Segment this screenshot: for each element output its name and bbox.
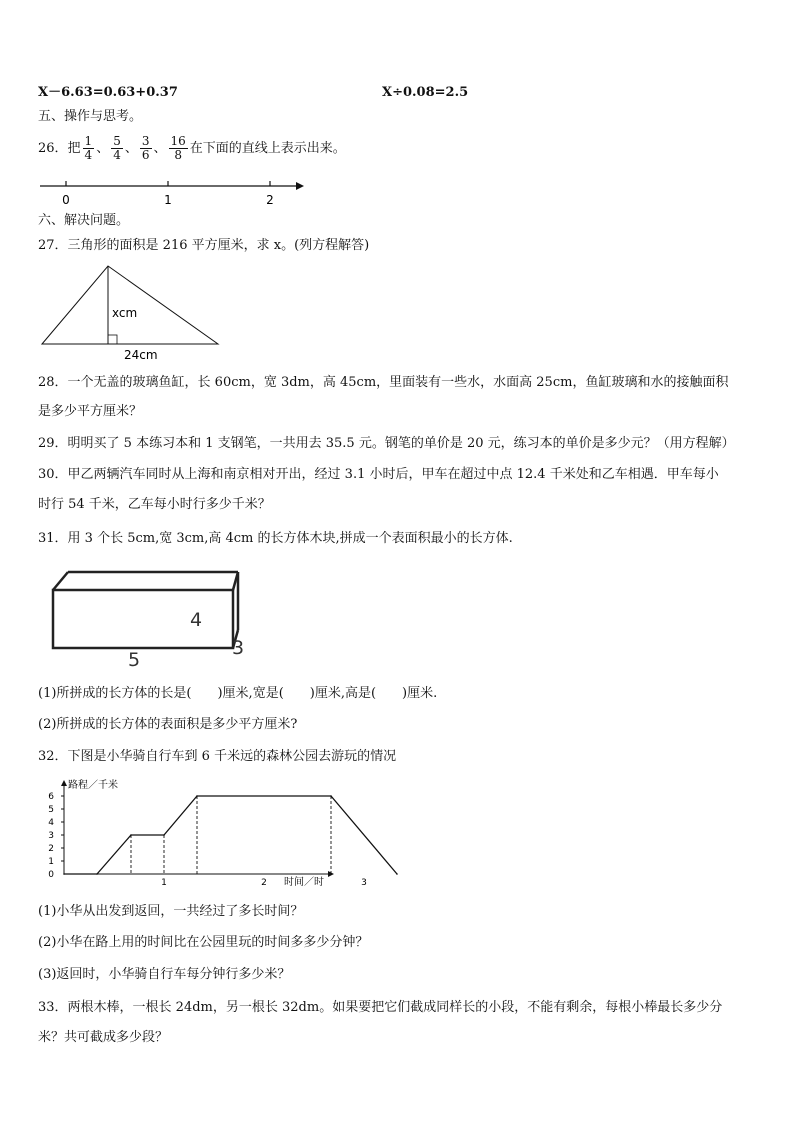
height-label-4: 4 [190, 609, 203, 631]
question-27: 27．三角形的面积是 216 平方厘米，求 x。(列方程解答) [38, 238, 370, 253]
y-tick-label: 2 [48, 844, 54, 854]
question-32: 32．下图是小华骑自行车到 6 千米远的森林公园去游玩的情况 [38, 749, 397, 764]
x-tick-label: 2 [261, 878, 267, 888]
height-label: xcm [112, 306, 138, 320]
fraction-16-8: $\frac{16}{8}$ [170, 134, 186, 162]
q26-suffix: 在下面的直线上表示出来。 [189, 141, 346, 156]
question-28-line-1: 28．一个无盖的玻璃鱼缸，长 60cm，宽 3dm，高 45cm，里面装有一些水，水面高 25cm，鱼缸玻璃和水的接触面积 [38, 375, 729, 390]
fraction-5-4: $\frac{5}{4}$ [113, 134, 121, 162]
triangle-figure [38, 262, 228, 364]
question-30-line-2: 时行 54 千米，乙车每小时行多少千米？ [38, 497, 271, 512]
question-33-line-2: 米？共可截成多少段？ [38, 1030, 169, 1045]
question-29: 29．明明买了 5 本练习本和 1 支钢笔，一共用去 35.5 元。钢笔的单价是 20 元，练习本的单价是多少元？（用方程解） [38, 436, 735, 451]
label-2: 2 [266, 193, 274, 207]
length-label-5: 5 [128, 649, 141, 671]
y-tick-label: 4 [48, 818, 54, 828]
width-label-3: 3 [232, 637, 245, 659]
q26-prefix: 26．把 [38, 141, 81, 156]
question-32-sub-3: (3)返回时，小华骑自行车每分钟行多少米？ [38, 967, 291, 982]
base-label: 24cm [124, 348, 158, 362]
label-1: 1 [164, 193, 172, 207]
y-axis-title: 路程／千米 [68, 780, 118, 791]
section-6-title: 六、解决问题。 [38, 213, 130, 228]
question-28-line-2: 是多少平方厘米？ [38, 404, 143, 419]
y-tick-label: 1 [48, 857, 54, 867]
label-0: 0 [62, 193, 70, 207]
y-tick-label: 3 [48, 831, 54, 841]
x-axis-title: 时间／时 [284, 877, 324, 888]
question-31: 31．用 3 个长 5cm,宽 3cm,高 4cm 的长方体木块,拼成一个表面积最小的长方体. [38, 531, 513, 546]
question-32-sub-2: (2)小华在路上用的时间比在公园里玩的时间多多少分钟？ [38, 935, 369, 950]
equation-left: X－6.63=0.63+0.37 [38, 85, 178, 100]
y-tick-label: 6 [48, 792, 54, 802]
question-26: 26．把 $\frac{1}{4}$ 、 $\frac{5}{4}$ 、 $\frac{3}{6}$ 、 $\frac{16}{8}$ 在下面的直线上表示出来。 [38, 134, 346, 162]
question-31-sub-1: (1)所拼成的长方体的长是( )厘米,宽是( )厘米,高是( )厘米. [38, 686, 438, 701]
fraction-3-6: $\frac{3}{6}$ [141, 134, 150, 162]
cuboid-figure [48, 566, 258, 670]
x-tick-label: 1 [161, 878, 167, 888]
x-tick-label: 3 [361, 878, 367, 888]
question-30-line-1: 30．甲乙两辆汽车同时从上海和南京相对开出，经过 3.1 小时后，甲车在超过中点 12.4 千米处和乙车相遇．甲车每小 [38, 467, 719, 482]
y-tick-label: 5 [48, 805, 54, 815]
section-5-title: 五、操作与思考。 [38, 109, 143, 124]
fraction-1-4: $\frac{1}{4}$ [84, 134, 93, 162]
question-31-sub-2: (2)所拼成的长方体的表面积是多少平方厘米? [38, 717, 298, 732]
question-32-sub-1: (1)小华从出发到返回，一共经过了多长时间？ [38, 904, 304, 919]
question-33-line-1: 33．两根木棒，一根长 24dm，另一根长 32dm。如果要把它们截成同样长的小段，不能有剩余，每根小棒最长多少分 [38, 1000, 723, 1015]
equation-right: X÷0.08=2.5 [382, 85, 469, 100]
number-line [38, 176, 308, 208]
series-line [64, 796, 397, 874]
y-tick-label: 0 [48, 870, 54, 880]
distance-time-graph [36, 776, 367, 892]
